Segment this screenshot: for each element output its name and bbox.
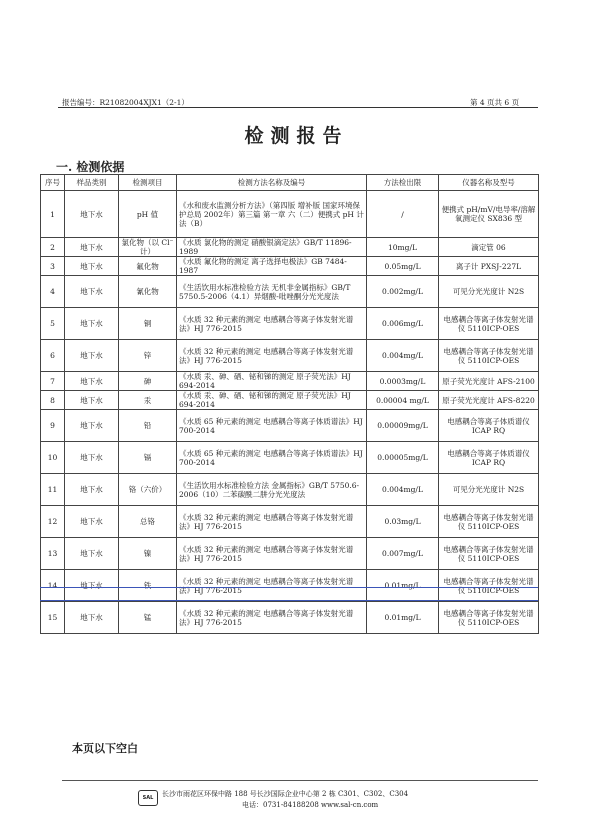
table-cell: 6 bbox=[41, 340, 65, 372]
table-row bbox=[41, 474, 539, 506]
table-cell: 电感耦合等离子体发射光谱仪 5110ICP-OES bbox=[439, 538, 539, 570]
table-row bbox=[41, 276, 539, 308]
table-cell: 《水质 汞、砷、硒、铋和锑的测定 原子荧光法》HJ 694-2014 bbox=[177, 372, 367, 391]
table-cell: pH 值 bbox=[119, 191, 177, 238]
table-cell: 0.00004 mg/L bbox=[367, 391, 439, 410]
table-cell: 《水质 汞、砷、硒、铋和锑的测定 原子荧光法》HJ 694-2014 bbox=[177, 391, 367, 410]
table-cell: 氯化物（以 Cl⁻计） bbox=[119, 238, 177, 257]
table-cell: 电感耦合等离子体发射光谱仪 5110ICP-OES bbox=[439, 340, 539, 372]
header-cell: 样品类别 bbox=[65, 175, 119, 191]
table-cell: 《水质 32 种元素的测定 电感耦合等离子体发射光谱法》HJ 776-2015 bbox=[177, 308, 367, 340]
table-cell: 电感耦合等离子体发射光谱仪 5110ICP-OES bbox=[439, 602, 539, 634]
table-row bbox=[41, 442, 539, 474]
table-cell: 电感耦合等离子体发射光谱仪 5110ICP-OES bbox=[439, 506, 539, 538]
table-cell: 10 bbox=[41, 442, 65, 474]
table-cell: 0.00005mg/L bbox=[367, 442, 439, 474]
table-row bbox=[41, 340, 539, 372]
table-row bbox=[41, 372, 539, 391]
table-cell: 铅 bbox=[119, 410, 177, 442]
table-cell: 0.004mg/L bbox=[367, 474, 439, 506]
table-cell: 《水质 氯化物的测定 硝酸银滴定法》GB/T 11896-1989 bbox=[177, 238, 367, 257]
table-cell: 原子荧光光度计 AFS-8220 bbox=[439, 391, 539, 410]
table-cell: 0.007mg/L bbox=[367, 538, 439, 570]
table-cell: 10mg/L bbox=[367, 238, 439, 257]
header-divider bbox=[58, 107, 538, 108]
table-cell: 地下水 bbox=[65, 308, 119, 340]
table-cell: 地下水 bbox=[65, 506, 119, 538]
table-cell: 《水质 32 种元素的测定 电感耦合等离子体发射光谱法》HJ 776-2015 bbox=[177, 538, 367, 570]
table-cell: 铜 bbox=[119, 308, 177, 340]
table-cell: 0.00009mg/L bbox=[367, 410, 439, 442]
table-row bbox=[41, 391, 539, 410]
table-cell: 13 bbox=[41, 538, 65, 570]
table-cell: 0.01mg/L bbox=[367, 570, 439, 602]
header-cell: 方法检出限 bbox=[367, 175, 439, 191]
section-title: 一. 检测依据 bbox=[56, 160, 125, 174]
table-cell: 滴定管 06 bbox=[439, 238, 539, 257]
table-cell: 14 bbox=[41, 570, 65, 602]
table-row bbox=[41, 257, 539, 276]
table-cell: 地下水 bbox=[65, 372, 119, 391]
table-cell: 11 bbox=[41, 474, 65, 506]
table-cell: 砷 bbox=[119, 372, 177, 391]
table-cell: 《生活饮用水标准检验方法 金属指标》GB/T 5750.6-2006（10）二苯碳酰二肼分光光度法 bbox=[177, 474, 367, 506]
table-cell: 氰化物 bbox=[119, 276, 177, 308]
table-cell: 《水质 32 种元素的测定 电感耦合等离子体发射光谱法》HJ 776-2015 bbox=[177, 602, 367, 634]
table-cell: 地下水 bbox=[65, 474, 119, 506]
table-cell: 3 bbox=[41, 257, 65, 276]
table-cell: 《水质 氟化物的测定 离子选择电极法》GB 7484-1987 bbox=[177, 257, 367, 276]
table-cell: 0.002mg/L bbox=[367, 276, 439, 308]
footer-contact: 电话：0731-84188208 www.sal-cn.com bbox=[242, 801, 379, 809]
table-cell: 《水和废水监测分析方法》（第四版 增补版 国家环境保护总局 2002年）第三篇 第一章 六（二）便携式 pH 计法（B） bbox=[177, 191, 367, 238]
table-cell: 0.006mg/L bbox=[367, 308, 439, 340]
report-number: 报告编号：R21082004XJX1（2-1） bbox=[62, 98, 189, 107]
stamp-line bbox=[40, 587, 538, 588]
table-cell: 12 bbox=[41, 506, 65, 538]
table-cell: 5 bbox=[41, 308, 65, 340]
table-cell: 总铬 bbox=[119, 506, 177, 538]
table-cell: 便携式 pH/mV/电导率/溶解氧测定仪 SX836 型 bbox=[439, 191, 539, 238]
header-cell: 检测项目 bbox=[119, 175, 177, 191]
table-cell: 锰 bbox=[119, 602, 177, 634]
table-cell: 1 bbox=[41, 191, 65, 238]
table-cell: 电感耦合等离子体发射光谱仪 5110ICP-OES bbox=[439, 570, 539, 602]
footer-divider bbox=[62, 780, 538, 781]
table-cell: 地下水 bbox=[65, 570, 119, 602]
table-cell: 0.01mg/L bbox=[367, 602, 439, 634]
table-cell: 15 bbox=[41, 602, 65, 634]
table-cell: 0.0003mg/L bbox=[367, 372, 439, 391]
table-cell: 8 bbox=[41, 391, 65, 410]
table-cell: 铁 bbox=[119, 570, 177, 602]
table-row bbox=[41, 191, 539, 238]
table-cell: 地下水 bbox=[65, 238, 119, 257]
page-title: 检测报告 bbox=[244, 125, 349, 147]
test-basis-table bbox=[40, 174, 539, 634]
header-cell: 检测方法名称及编号 bbox=[177, 175, 367, 191]
table-cell: 《生活饮用水标准检验方法 无机非金属指标》GB/T 5750.5-2006（4.1）异烟酸-吡唑酮分光光度法 bbox=[177, 276, 367, 308]
table-row bbox=[41, 506, 539, 538]
header-cell: 序号 bbox=[41, 175, 65, 191]
table-cell: 地下水 bbox=[65, 191, 119, 238]
table-cell: 铬（六价） bbox=[119, 474, 177, 506]
blank-below-note: 本页以下空白 bbox=[72, 742, 138, 755]
table-cell: 氟化物 bbox=[119, 257, 177, 276]
table-cell: 镉 bbox=[119, 442, 177, 474]
table-cell: 《水质 32 种元素的测定 电感耦合等离子体发射光谱法》HJ 776-2015 bbox=[177, 340, 367, 372]
table-cell: 地下水 bbox=[65, 442, 119, 474]
table-row bbox=[41, 308, 539, 340]
table-cell: 《水质 65 种元素的测定 电感耦合等离子体质谱法》HJ 700-2014 bbox=[177, 410, 367, 442]
table-cell: 0.05mg/L bbox=[367, 257, 439, 276]
table-row bbox=[41, 410, 539, 442]
table-cell: 地下水 bbox=[65, 410, 119, 442]
stamp-line bbox=[40, 600, 538, 601]
table-cell: 7 bbox=[41, 372, 65, 391]
table-cell: 地下水 bbox=[65, 276, 119, 308]
table-cell: 《水质 65 种元素的测定 电感耦合等离子体质谱法》HJ 700-2014 bbox=[177, 442, 367, 474]
table-cell: 电感耦合等离子体发射光谱仪 5110ICP-OES bbox=[439, 308, 539, 340]
table-header-row bbox=[41, 175, 539, 191]
table-cell: 镍 bbox=[119, 538, 177, 570]
footer-address: 长沙市雨花区环保中路 188 号长沙国际企业中心第 2 栋 C301、C302、C304 bbox=[162, 790, 409, 798]
table-row bbox=[41, 602, 539, 634]
table-cell: 地下水 bbox=[65, 391, 119, 410]
table-cell: 电感耦合等离子体质谱仪 ICAP RQ bbox=[439, 410, 539, 442]
table-cell: 0.004mg/L bbox=[367, 340, 439, 372]
table-cell: 2 bbox=[41, 238, 65, 257]
table-row bbox=[41, 238, 539, 257]
table-cell: 地下水 bbox=[65, 538, 119, 570]
table-cell: 锌 bbox=[119, 340, 177, 372]
table-cell: 地下水 bbox=[65, 340, 119, 372]
page-number: 第 4 页共 6 页 bbox=[470, 98, 520, 107]
table-row bbox=[41, 538, 539, 570]
table-cell: 汞 bbox=[119, 391, 177, 410]
table-cell: 离子计 PXSJ-227L bbox=[439, 257, 539, 276]
header-cell: 仪器名称及型号 bbox=[439, 175, 539, 191]
table-cell: 电感耦合等离子体质谱仪 ICAP RQ bbox=[439, 442, 539, 474]
company-logo: SAL bbox=[138, 790, 158, 806]
table-cell: 地下水 bbox=[65, 257, 119, 276]
table-cell: / bbox=[367, 191, 439, 238]
table-cell: 可见分光光度计 N2S bbox=[439, 276, 539, 308]
table-cell: 0.03mg/L bbox=[367, 506, 439, 538]
table-cell: 《水质 32 种元素的测定 电感耦合等离子体发射光谱法》HJ 776-2015 bbox=[177, 570, 367, 602]
table-cell: 可见分光光度计 N2S bbox=[439, 474, 539, 506]
table-cell: 地下水 bbox=[65, 602, 119, 634]
table-cell: 9 bbox=[41, 410, 65, 442]
table-cell: 4 bbox=[41, 276, 65, 308]
table-cell: 原子荧光光度计 AFS-2100 bbox=[439, 372, 539, 391]
table-row bbox=[41, 570, 539, 602]
table-cell: 《水质 32 种元素的测定 电感耦合等离子体发射光谱法》HJ 776-2015 bbox=[177, 506, 367, 538]
